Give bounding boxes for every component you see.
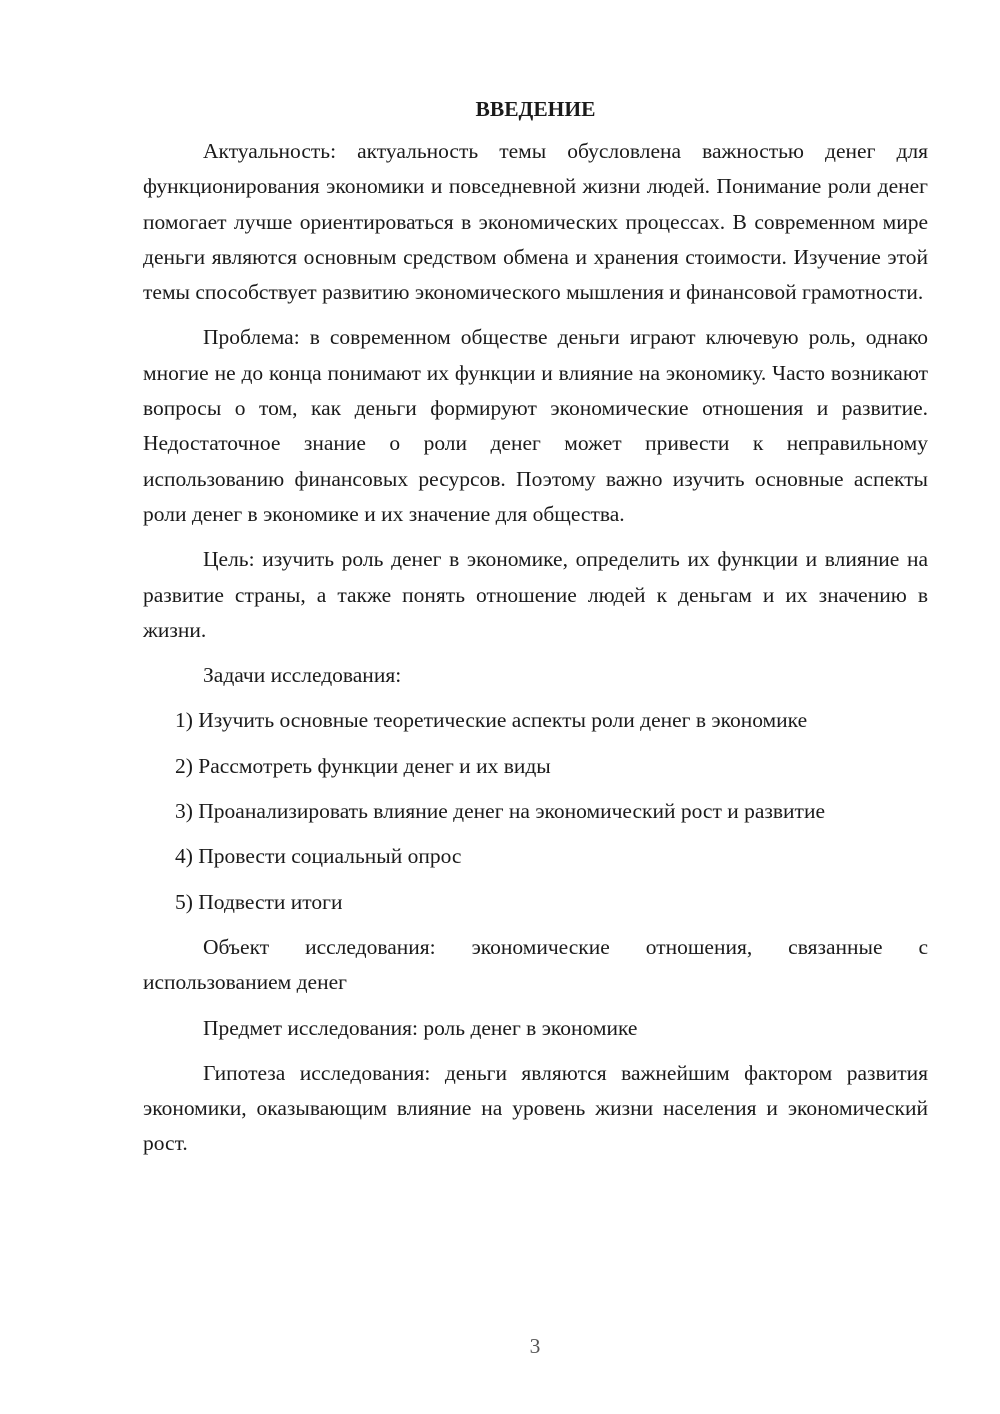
document-page <box>143 92 928 1172</box>
tasks-list <box>143 703 928 919</box>
tasks-heading: Задачи исследования: <box>203 663 402 688</box>
relevance-paragraph: Актуальность: актуальность темы обусловлена важностью денег для функционирования экономики и повседневной жизни людей. Понимание роли денег помогает лучше ориентироваться в экономических процессах. В современном мире деньги являются основным средством обмена и хранения стоимости. Изучение этой темы способствует развитию экономического мышления и финансовой грамотности. <box>143 139 928 305</box>
problem-paragraph: Проблема: в современном обществе деньги играют ключевую роль, однако многие не до конца понимают их функции и влияние на экономику. Часто возникают вопросы о том, как деньги формируют экономические отношения и развитие. Недостаточное знание о роли денег может привести к неправильному использованию финансовых ресурсов. Поэтому важно изучить основные аспекты роли денег в экономике и их значение для общества. <box>143 325 928 526</box>
task-item: 4) Провести социальный опрос <box>175 844 462 869</box>
task-item: 5) Подвести итоги <box>175 889 343 914</box>
task-item: 3) Проанализировать влияние денег на экономический рост и развитие <box>175 799 825 824</box>
task-item: 2) Рассмотреть функции денег и их виды <box>175 753 551 778</box>
task-item: 1) Изучить основные теоретические аспекты роли денег в экономике <box>175 708 808 733</box>
object-paragraph: Объект исследования: экономические отношения, связанные с использованием денег <box>143 934 928 995</box>
hypothesis-paragraph: Гипотеза исследования: деньги являются важнейшим фактором развития экономики, оказывающим влияние на уровень жизни населения и экономический рост. <box>143 1060 928 1156</box>
page-number: 3 <box>529 1334 541 1358</box>
document-title: ВВЕДЕНИЕ <box>475 97 596 121</box>
goal-paragraph: Цель: изучить роль денег в экономике, определить их функции и влияние на развитие страны, а также понять отношение людей к деньгам и их значению в жизни. <box>143 547 928 642</box>
subject-paragraph: Предмет исследования: роль денег в экономике <box>203 1015 638 1040</box>
